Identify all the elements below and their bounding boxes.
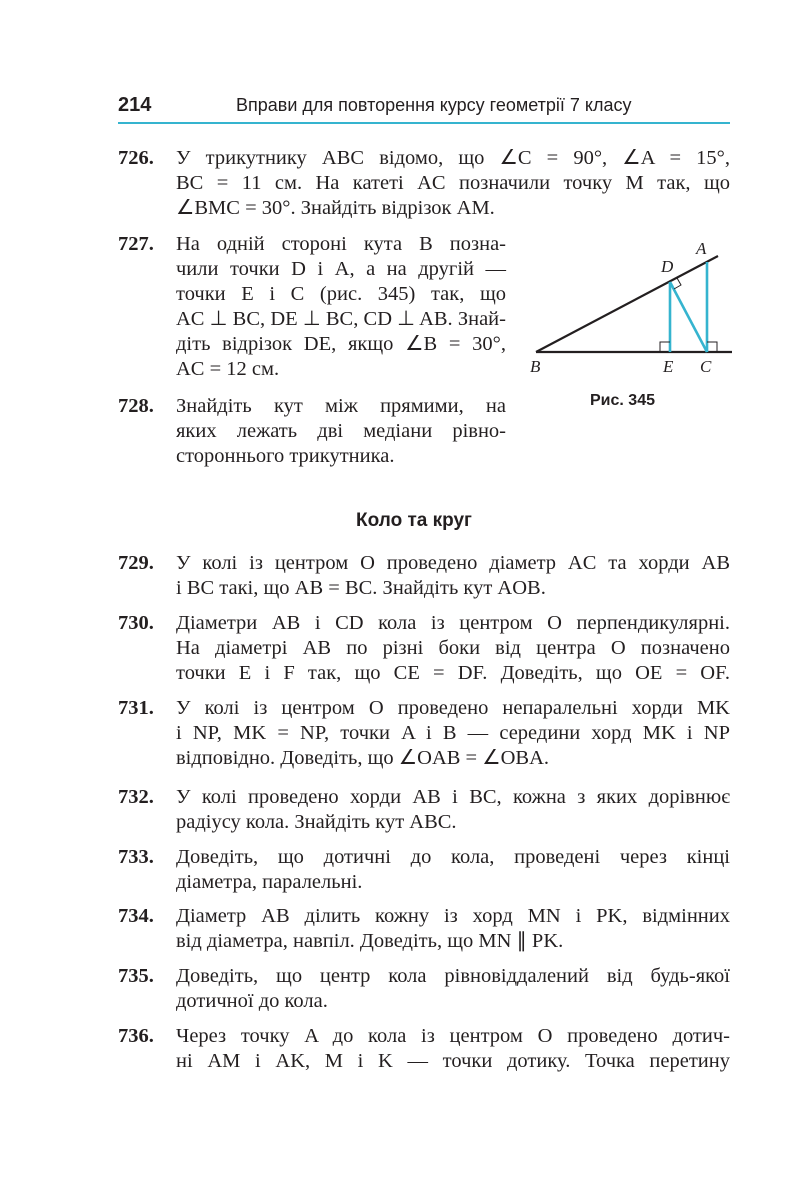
text-line: відповідно. Доведіть, що ∠OAB = ∠OBA. (176, 747, 550, 769)
label-d: D (661, 257, 674, 276)
text-line: Через точку A до кола із центром O проведено дотич- (176, 1025, 730, 1047)
text-line: Діаметри AB і CD кола із центром O перпендикулярні. (176, 612, 730, 634)
text-line: На діаметрі AB по різні боки від центра O позначено (176, 637, 730, 659)
text-line: У колі проведено хорди AB і BC, кожна з яких дорівнює (176, 786, 730, 808)
text-line: від діаметра, навпіл. Доведіть, що MN ∥ PK. (176, 930, 564, 952)
label-c: C (700, 357, 712, 376)
section-title: Коло та круг (356, 510, 472, 531)
text-line: Доведіть, що центр кола рівновіддалений від будь-якої (176, 965, 730, 987)
problem-number: 728. (118, 395, 154, 417)
text-line: точки E і C (рис. 345) так, що (176, 283, 506, 305)
text-line: дотичної до кола. (176, 990, 328, 1012)
problem-number: 733. (118, 846, 154, 868)
text-line: На одній стороні кута B позна- (176, 233, 506, 255)
page-number: 214 (118, 94, 152, 116)
text-line: BC = 11 см. На катеті AC позначили точку M так, що (176, 172, 730, 194)
right-angle-mark-c (707, 342, 717, 352)
problem-text (176, 146, 730, 221)
text-line: У колі із центром O проведено непаралельні хорди MK (176, 697, 730, 719)
problem-number: 727. (118, 233, 154, 255)
problem-text (176, 232, 506, 382)
problem-text (176, 964, 730, 1014)
problem-text (176, 611, 730, 686)
running-title: Вправи для повторення курсу геометрії 7 класу (236, 95, 632, 115)
problem-number: 729. (118, 552, 154, 574)
text-line: У трикутнику ABC відомо, що ∠C = 90°, ∠A = 15°, (176, 147, 730, 169)
page-header (118, 90, 730, 124)
problem-text (176, 904, 730, 954)
label-e: E (663, 357, 674, 376)
text-line: чили точки D і A, а на другій — (176, 258, 506, 280)
problem-number: 734. (118, 905, 154, 927)
problem-text (176, 696, 730, 771)
problem-text (176, 551, 730, 601)
text-line: Доведіть, що дотичні до кола, проведені через кінці (176, 846, 730, 868)
problem-number: 736. (118, 1025, 154, 1047)
text-line: AC ⊥ BC, DE ⊥ BC, CD ⊥ AB. Знай- (176, 308, 506, 330)
problem-number: 732. (118, 786, 154, 808)
line-ba (536, 256, 718, 352)
right-angle-mark-e (660, 342, 670, 352)
text-line: діть відрізок DE, якщо ∠B = 30°, (176, 333, 506, 355)
text-line: і NP, MK = NP, точки A і B — середини хорд MK і NP (176, 722, 730, 744)
text-line: і BC такі, що AB = BC. Знайдіть кут AOB. (176, 577, 546, 599)
text-line: AC = 12 см. (176, 358, 280, 380)
text-line: діаметра, паралельні. (176, 871, 363, 893)
problem-text (176, 845, 730, 895)
problem-number: 735. (118, 965, 154, 987)
text-line: У колі із центром O проведено діаметр AC та хорди AB (176, 552, 730, 574)
text-line: точки E і F так, що CE = DF. Доведіть, що OE = OF. (176, 662, 730, 684)
figure-caption: Рис. 345 (590, 392, 655, 409)
label-b: B (530, 357, 541, 376)
text-line: ні AM і AK, M і K — точки дотику. Точка перетину (176, 1050, 730, 1072)
label-a: A (696, 239, 707, 258)
triangle-figure (528, 236, 738, 386)
problem-text (176, 394, 506, 469)
problem-text (176, 785, 730, 835)
problem-text (176, 1024, 730, 1074)
text-line: ∠BMC = 30°. Знайдіть відрізок AM. (176, 197, 495, 219)
text-line: радіусу кола. Знайдіть кут ABC. (176, 811, 457, 833)
problem-number: 730. (118, 612, 154, 634)
text-line: Діаметр AB ділить кожну із хорд MN і PK, відмінних (176, 905, 730, 927)
problem-number: 731. (118, 697, 154, 719)
text-line: стороннього трикутника. (176, 445, 395, 467)
problem-number: 726. (118, 147, 154, 169)
text-line: Знайдіть кут між прямими, на (176, 395, 506, 417)
segment-cd (670, 282, 707, 352)
text-line: яких лежать дві медіани рівно- (176, 420, 506, 442)
